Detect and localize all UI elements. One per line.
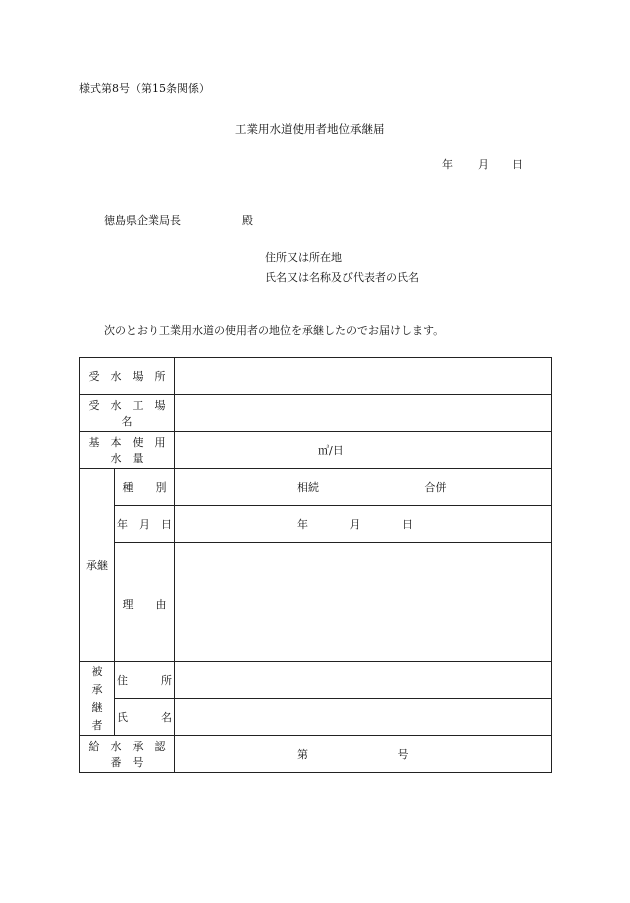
field-predecessor-name[interactable] xyxy=(175,699,552,736)
date-day: 日 xyxy=(512,158,523,171)
row-reason xyxy=(80,543,552,662)
form-number: 様式第8号（第15条関係） xyxy=(79,82,210,95)
row-predecessor-address xyxy=(80,662,552,699)
label-ymd: 年 月 日 xyxy=(115,506,175,543)
label-name: 氏 名 xyxy=(115,699,175,736)
predecessor-char: 継 xyxy=(91,700,103,714)
label-address: 住 所 xyxy=(115,662,175,699)
field-ymd[interactable] xyxy=(175,506,552,543)
number-suffix: 号 xyxy=(397,748,409,761)
field-water-place[interactable] xyxy=(175,358,552,395)
page-title: 工業用水道使用者地位承継届 xyxy=(235,122,385,136)
label-water-place: 受 水 場 所 xyxy=(80,358,175,395)
addressee-honorific: 殿 xyxy=(242,214,253,227)
statement: 次のとおり工業用水道の使用者の地位を承継したのでお届けします。 xyxy=(104,324,445,337)
row-water-factory xyxy=(80,395,552,432)
label-kind: 種 別 xyxy=(115,469,175,506)
applicant-address-label: 住所又は所在地 xyxy=(265,251,342,264)
predecessor-char: 被 xyxy=(91,664,103,678)
row-kind xyxy=(80,469,552,506)
label-water-factory: 受 水 工 場 名 xyxy=(80,395,175,432)
label-basic-volume: 基 本 使 用 水 量 xyxy=(80,432,175,469)
number-prefix: 第 xyxy=(297,748,308,761)
row-basic-volume xyxy=(80,432,552,469)
row-water-place xyxy=(80,358,552,395)
label-approval-number: 給 水 承 認 番 号 xyxy=(80,736,175,773)
row-predecessor-name xyxy=(80,699,552,736)
predecessor-char: 者 xyxy=(91,718,103,732)
ymd-month: 月 xyxy=(349,518,361,531)
addressee-name: 徳島県企業局長 xyxy=(104,214,181,227)
field-reason[interactable] xyxy=(175,543,552,662)
volume-unit: ㎥/日 xyxy=(318,444,344,457)
kind-option-inheritance[interactable]: 相続 xyxy=(297,481,319,494)
date-month: 月 xyxy=(478,158,489,171)
kind-option-merger[interactable]: 合併 xyxy=(424,481,447,494)
predecessor-char: 承 xyxy=(91,682,103,696)
row-ymd xyxy=(80,506,552,543)
ymd-year: 年 xyxy=(297,518,308,531)
field-predecessor-address[interactable] xyxy=(175,662,552,699)
label-predecessor xyxy=(80,662,115,736)
label-succession: 承継 xyxy=(80,469,115,662)
ymd-day: 日 xyxy=(402,518,413,531)
date-year: 年 xyxy=(442,158,453,171)
field-basic-volume[interactable] xyxy=(175,432,552,469)
field-approval-number[interactable] xyxy=(175,736,552,773)
label-reason: 理 由 xyxy=(115,543,175,662)
field-kind[interactable] xyxy=(175,469,552,506)
applicant-name-label: 氏名又は名称及び代表者の氏名 xyxy=(265,271,419,284)
field-water-factory[interactable] xyxy=(175,395,552,432)
row-approval-number xyxy=(80,736,552,773)
succession-form-table xyxy=(79,357,552,773)
